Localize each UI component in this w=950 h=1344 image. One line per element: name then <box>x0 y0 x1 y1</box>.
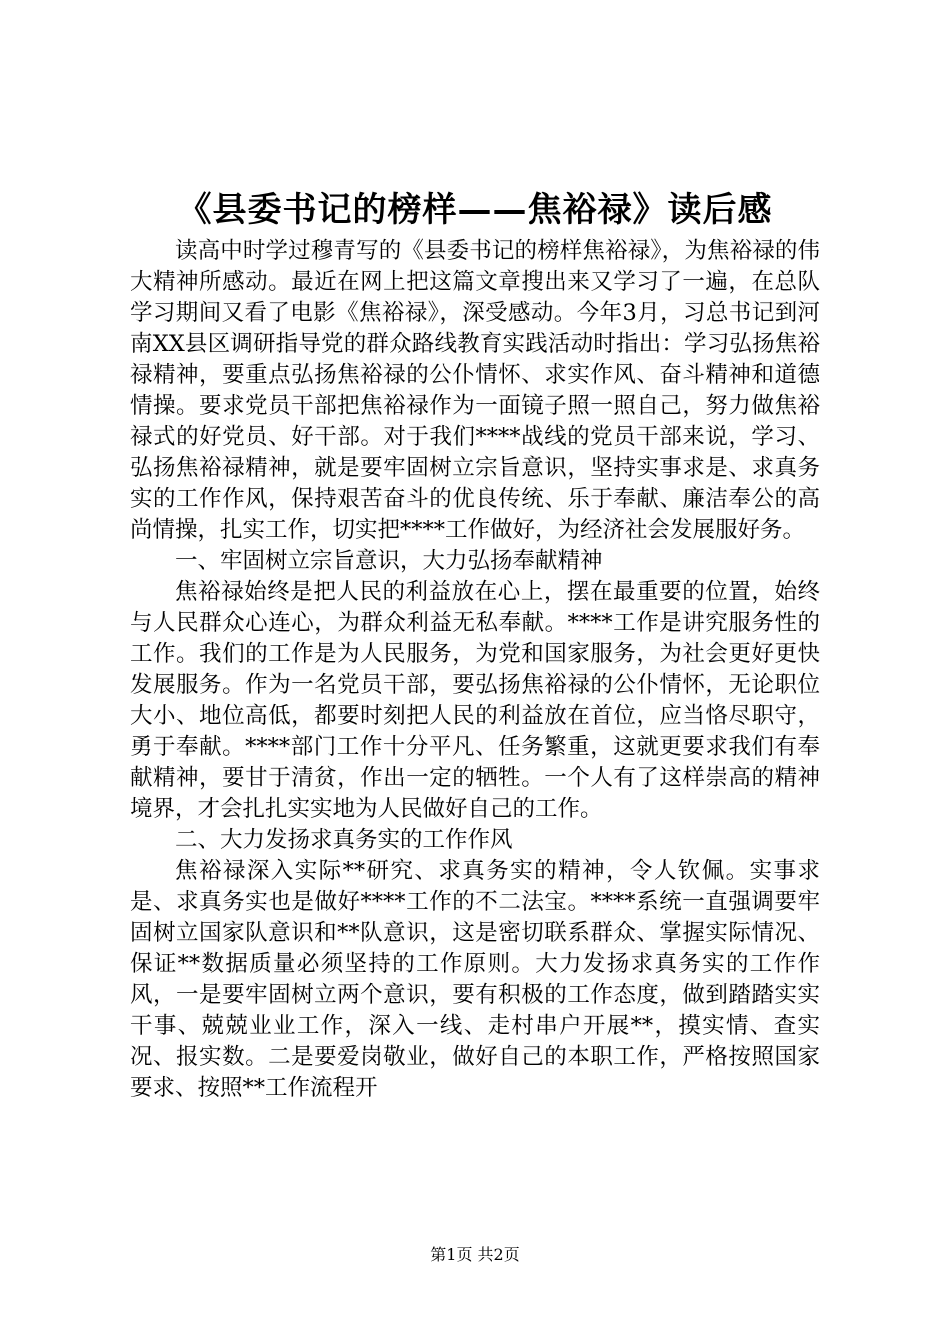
paragraph-section-2: 焦裕禄深入实际**研究、求真务实的精神，令人钦佩。实事求是、求真务实也是做好****工作的不二法宝。****系统一直强调要牢固树立国家队意识和**队意识，这是密切联系群众、掌握实际情况、保证**数据质量必须坚持的工作原则。大力发扬求真务实的工作作风，一是要牢固树立两个意识，要有积极的工作态度，做到踏踏实实干事、兢兢业业工作，深入一线、走村串户开展**，摸实情、查实况、报实数。二是要爱岗敬业，做好自己的本职工作，严格按照国家要求、按照**工作流程开 <box>130 858 820 1101</box>
paragraph-section-1: 焦裕禄始终是把人民的利益放在心上，摆在最重要的位置，始终与人民群众心连心，为群众利益无私奉献。****工作是讲究服务性的工作。我们的工作是为人民服务，为党和国家服务，为社会更好更快发展服务。作为一名党员干部，要弘扬焦裕禄的公仆情怀，无论职位大小、地位高低，都要时刻把人民的利益放在首位，应当恪尽职守，勇于奉献。****部门工作十分平凡、任务繁重，这就更要求我们有奉献精神，要甘于清贫，作出一定的牺牲。一个人有了这样崇高的精神境界，才会扎扎实实地为人民做好自己的工作。 <box>130 579 820 822</box>
section-heading-2: 二、大力发扬求真务实的工作作风 <box>175 827 513 853</box>
paragraph-intro: 读高中时学过穆青写的《县委书记的榜样焦裕禄》，为焦裕禄的伟大精神所感动。最近在网上把这篇文章搜出来又学习了一遍，在总队学习期间又看了电影《焦裕禄》，深受感动。今年3月，习总书记到河南XX县区调研指导党的群众路线教育实践活动时指出：学习弘扬焦裕禄精神，要重点弘扬焦裕禄的公仆情怀、求实作风、奋斗精神和道德情操。要求党员干部把焦裕禄作为一面镜子照一照自己，努力做焦裕禄式的好党员、好干部。对于我们****战线的党员干部来说，学习、弘扬焦裕禄精神，就是要牢固树立宗旨意识，坚持实事求是、求真务实的工作作风，保持艰苦奋斗的优良传统、乐于奉献、廉洁奉公的高尚情操，扎实工作，切实把****工作做好，为经济社会发展服好务。 <box>130 238 820 543</box>
page-footer: 第1页 共2页 <box>430 1245 520 1264</box>
section-heading-1: 一、牢固树立宗旨意识，大力弘扬奉献精神 <box>175 548 603 574</box>
page-title: 《县委书记的榜样——焦裕禄》读后感 <box>177 190 773 230</box>
document-body <box>130 236 820 1104</box>
